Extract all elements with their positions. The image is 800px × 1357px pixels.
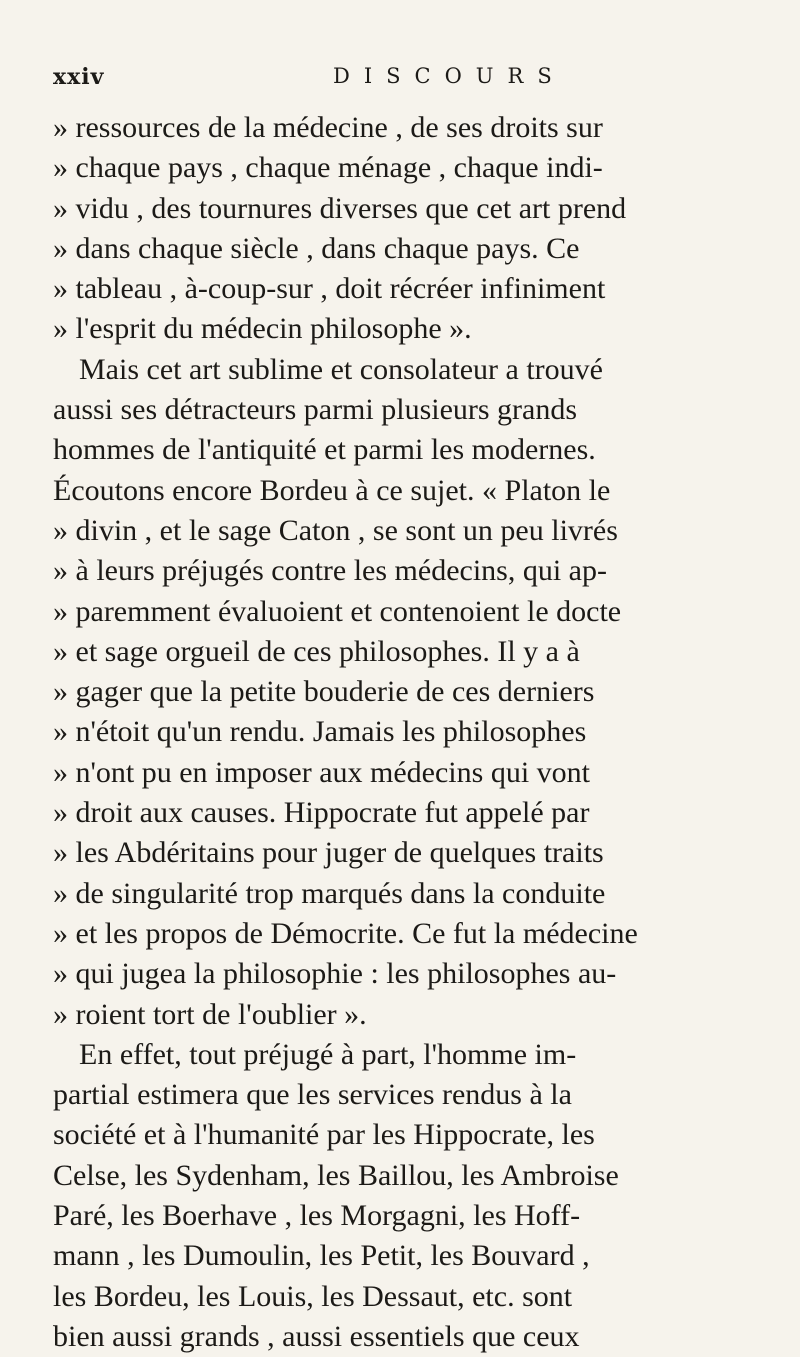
text-line: » dans chaque siècle , dans chaque pays. Ce bbox=[53, 231, 580, 265]
text-line: mann , les Dumoulin, les Petit, les Bouvard , bbox=[53, 1239, 590, 1273]
text-line: » les Abdéritains pour juger de quelques traits bbox=[53, 836, 604, 870]
text-line: » gager que la petite bouderie de ces derniers bbox=[53, 675, 595, 709]
text-line: hommes de l'antiquité et parmi les modernes. bbox=[53, 433, 596, 467]
text-line: » de singularité trop marqués dans la conduite bbox=[53, 876, 606, 910]
text-line: Écoutons encore Bordeu à ce sujet. « Platon le bbox=[53, 473, 611, 507]
text-line: » paremment évaluoient et contenoient le docte bbox=[53, 594, 622, 628]
text-line: » vidu , des tournures diverses que cet art prend bbox=[53, 191, 627, 225]
page-header bbox=[53, 60, 770, 100]
text-line: bien aussi grands , aussi essentiels que ceux bbox=[53, 1319, 580, 1353]
text-line: société et à l'humanité par les Hippocrate, les bbox=[53, 1118, 595, 1152]
text-line: Mais cet art sublime et consolateur a trouvé bbox=[79, 352, 603, 386]
running-title: DISCOURS bbox=[333, 64, 566, 88]
text-line: aussi ses détracteurs parmi plusieurs grands bbox=[53, 393, 578, 427]
text-line: » droit aux causes. Hippocrate fut appelé par bbox=[53, 796, 590, 830]
text-line: les Bordeu, les Louis, les Dessaut, etc. sont bbox=[53, 1279, 573, 1313]
page-number: xxiv bbox=[53, 64, 105, 90]
text-line: » n'ont pu en imposer aux médecins qui vont bbox=[53, 755, 590, 789]
text-line: » tableau , à-coup-sur , doit récréer infiniment bbox=[53, 272, 606, 306]
text-line: » qui jugea la philosophie : les philosophes au- bbox=[53, 957, 617, 991]
text-line: » divin , et le sage Caton , se sont un peu livrés bbox=[53, 513, 618, 547]
text-line: » à leurs préjugés contre les médecins, qui ap- bbox=[53, 554, 607, 588]
text-line: Paré, les Boerhave , les Morgagni, les Hoff- bbox=[53, 1199, 581, 1233]
body-text bbox=[53, 108, 770, 1357]
text-line: » ressources de la médecine , de ses droits sur bbox=[53, 111, 603, 144]
text-line: » et sage orgueil de ces philosophes. Il y a à bbox=[53, 634, 580, 668]
text-line: » chaque pays , chaque ménage , chaque indi- bbox=[53, 151, 603, 185]
text-line: » n'étoit qu'un rendu. Jamais les philosophes bbox=[53, 715, 587, 749]
text-line: Celse, les Sydenham, les Baillou, les Ambroise bbox=[53, 1158, 619, 1192]
text-line: En effet, tout préjugé à part, l'homme im- bbox=[79, 1037, 577, 1071]
text-line: » roient tort de l'oublier ». bbox=[53, 997, 367, 1031]
text-line: » et les propos de Démocrite. Ce fut la médecine bbox=[53, 916, 638, 950]
text-line: » l'esprit du médecin philosophe ». bbox=[53, 312, 472, 346]
text-line: partial estimera que les services rendus à la bbox=[53, 1078, 572, 1112]
